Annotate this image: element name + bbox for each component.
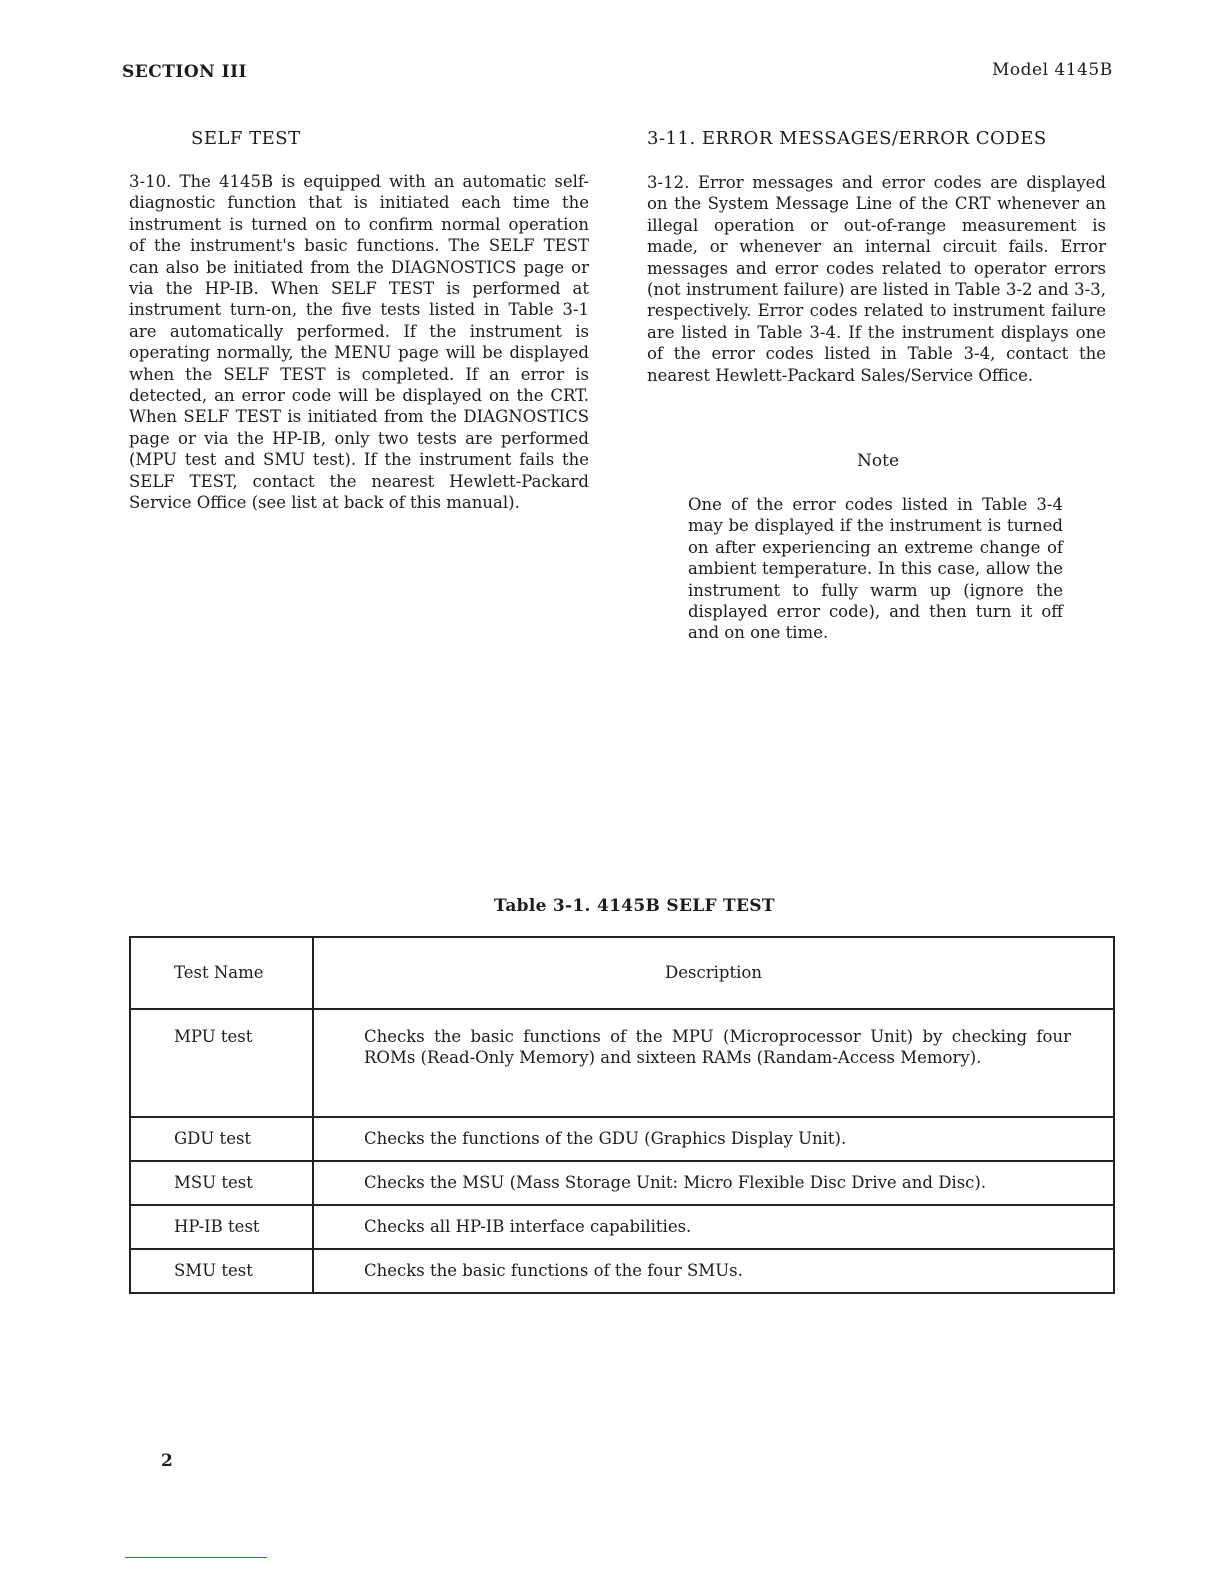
section-label: SECTION III (122, 62, 247, 82)
self-test-paragraph: 3-10. The 4145B is equipped with an automatic self-diagnostic function that is initiated each time the instrument is turned on to confirm normal operation of the instrument's basic functions. The SELF TEST can also be initiated from the DIAGNOSTICS page or via the HP-IB. When SELF TEST is performed at instrument turn-on, the five tests listed in Table 3-1 are automatically performed. If the instrument is operating normally, the MENU page will be displayed when the SELF TEST is completed. If an error is detected, an error code will be displayed on the CRT. When SELF TEST is initiated from the DIAGNOSTICS page or via the HP-IB, only two tests are performed (MPU test and SMU test). If the instrument fails the SELF TEST, contact the nearest Hewlett-Packard Service Office (see list at back of this manual). (129, 172, 589, 513)
page-number: 2 (161, 1451, 174, 1471)
test-name-cell: SMU test (130, 1249, 313, 1293)
test-name-cell: MPU test (130, 1009, 313, 1117)
test-description-cell: Checks all HP-IB interface capabilities. (313, 1205, 1114, 1249)
self-test-table (129, 936, 1115, 1294)
error-messages-paragraph: 3-12. Error messages and error codes are displayed on the System Message Line of the CRT whenever an illegal operation or out-of-range measurement is made, or whenever an internal circuit fails. Error messages and error codes related to operator errors (not instrument failure) are listed in Table 3-2 and 3-3, respectively. Error codes related to instrument failure are listed in Table 3-4. If the instrument displays one of the error codes listed in Table 3-4, contact the nearest Hewlett-Packard Sales/Service Office. (647, 173, 1106, 385)
table-row (130, 1009, 1114, 1117)
test-description-cell: Checks the MSU (Mass Storage Unit: Micro Flexible Disc Drive and Disc). (313, 1161, 1114, 1205)
table-row (130, 1249, 1114, 1293)
test-name-cell: HP-IB test (130, 1205, 313, 1249)
test-description-cell: Checks the basic functions of the four SMUs. (313, 1249, 1114, 1293)
test-name-cell: MSU test (130, 1161, 313, 1205)
note-title: Note (857, 451, 900, 471)
note-text: One of the error codes listed in Table 3-4 may be displayed if the instrument is turned on after experiencing an extreme change of ambient temperature. In this case, allow the instrument to fully warm up (ignore the displayed error code), and then turn it off and on one time. (688, 495, 1063, 643)
test-name-cell: GDU test (130, 1117, 313, 1161)
table-header-row (130, 937, 1114, 1009)
self-test-heading: SELF TEST (191, 128, 301, 149)
test-description-cell: Checks the functions of the GDU (Graphics Display Unit). (313, 1117, 1114, 1161)
table-row (130, 1161, 1114, 1205)
footer-rule (125, 1557, 267, 1558)
header-test-name: Test Name (130, 937, 313, 1009)
error-messages-heading: 3-11. ERROR MESSAGES/ERROR CODES (647, 128, 1047, 149)
model-label: Model 4145B (992, 60, 1113, 80)
table-row (130, 1205, 1114, 1249)
header-description: Description (313, 937, 1114, 1009)
test-description-cell: Checks the basic functions of the MPU (Microprocessor Unit) by checking four ROMs (Read-Only Memory) and sixteen RAMs (Randam-Access Memory). (313, 1009, 1114, 1117)
table-caption: Table 3-1. 4145B SELF TEST (494, 896, 775, 916)
table-row (130, 1117, 1114, 1161)
